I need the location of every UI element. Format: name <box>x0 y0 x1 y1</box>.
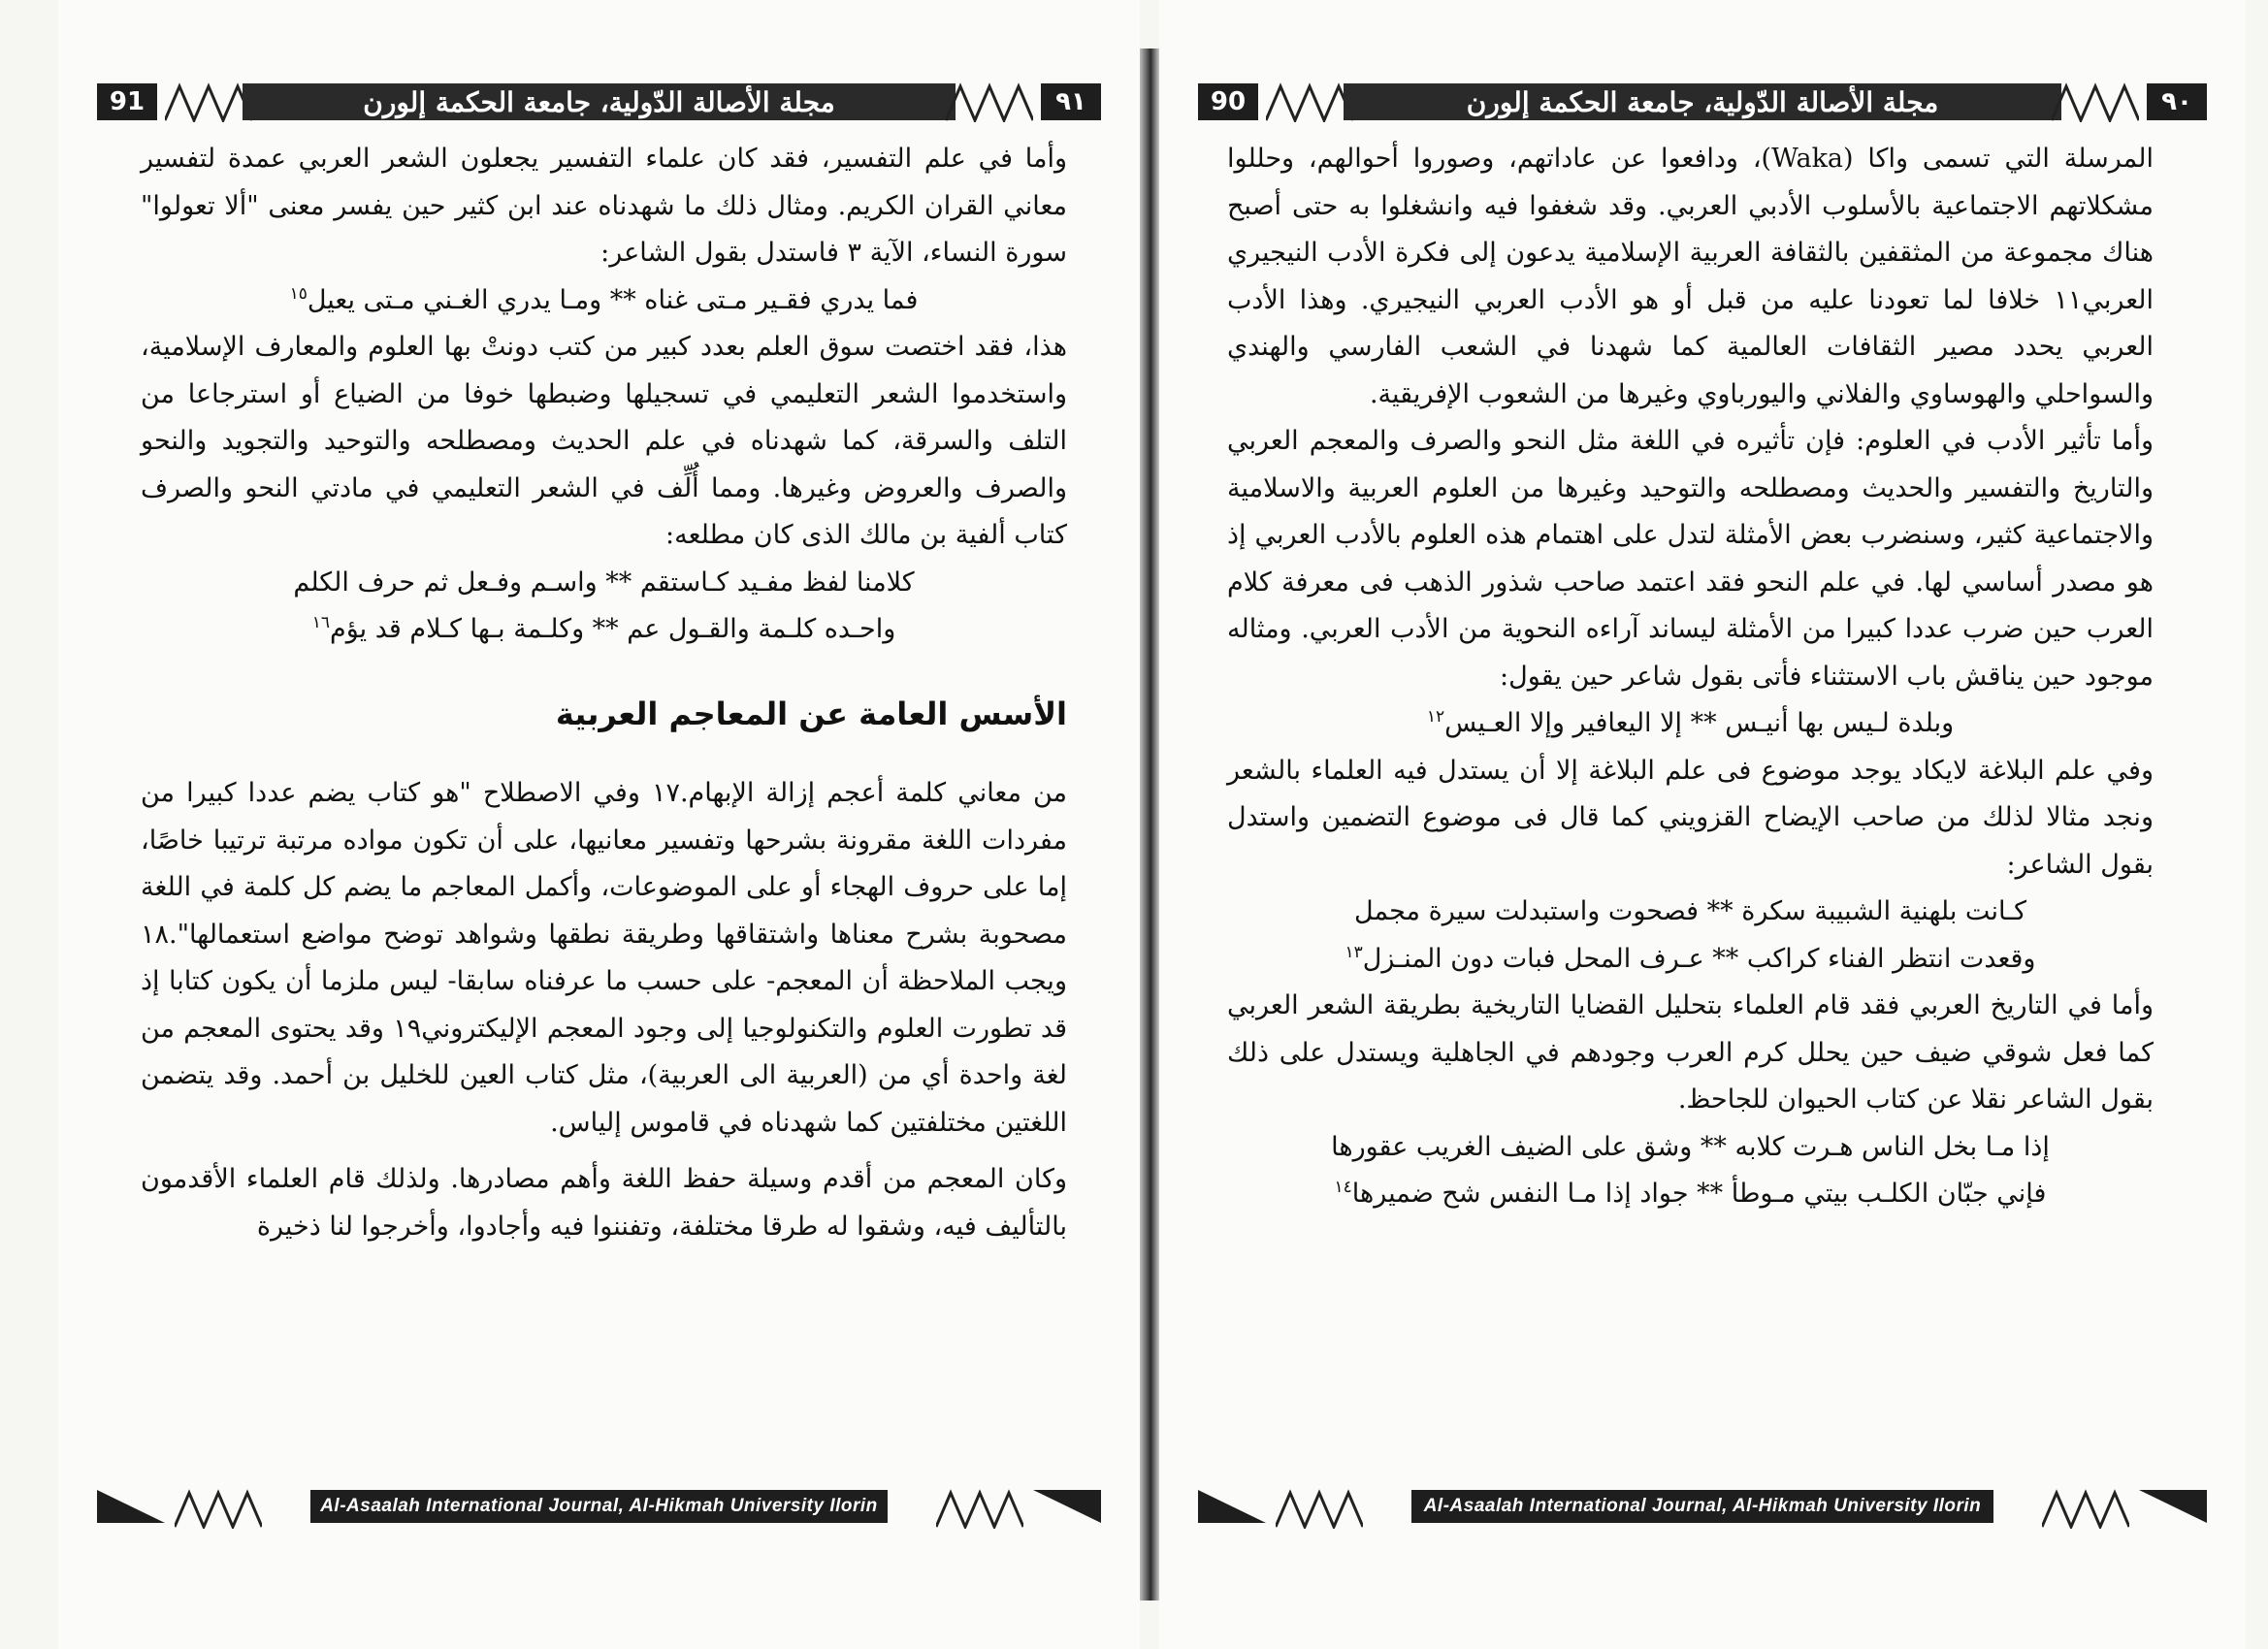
footnote-ref: ١٢ <box>1426 707 1445 727</box>
zigzag-ornament-icon <box>165 81 252 122</box>
page-number-latin: 91 <box>97 83 157 120</box>
poem-verse: واحـده كلـمة والقـول عم ** وكلـمة بـها كـلام قد يؤم$^{١٦}$ <box>311 613 896 644</box>
paragraph: وأما في علم التفسير، فقد كان علماء التفسير يجعلون الشعر العربي عمدة لتفسير معاني القران الكريم. ومثال ذلك ما شهدناه عند ابن كثير حين يفسر معنى "ألا تعولوا" سورة النساء، الآية ٣ فاستدل بقول الشاعر: <box>141 144 1067 268</box>
footer-ornament-icon <box>97 1490 165 1523</box>
page-number-arabic: ٩١ <box>1041 83 1101 120</box>
poem-verse: كلامنا لفظ مفـيد كـاستقم ** واسـم وفـعل ثم حرف الكلم <box>293 566 915 598</box>
footnote-ref: ١٥ <box>289 283 308 304</box>
zigzag-ornament-icon <box>936 1488 1023 1529</box>
book-gutter <box>1140 48 1159 1600</box>
left-page <box>58 0 1140 1649</box>
paragraph: هذا، فقد اختصت سوق العلم بعدد كبير من كتب دونتْ بها العلوم والمعارف الإسلامية، واستخدموا الشعر التعليمي في تسجيلها وضبطها خوفا من الضياع أو استرجاعا من التلف والسرقة، كما شهدناه في علم الحديث ومصطلحه والتوحيد والتجويد والنحو والصرف والعروض وغيرها. ومما أُلِّف في الشعر التعليمي في مادتي النحو والصرف كتاب ألفية بن مالك الذى كان مطلعه: <box>141 332 1067 550</box>
paragraph: وأما في التاريخ العربي فقد قام العلماء بتحليل القضايا التاريخية بطريقة الشعر العربي كما فعل شوقي ضيف حين يحلل كرم العرب وجودهم في الجاهلية ويستدل على ذلك بقول الشاعر نقلا عن كتاب الحيوان للجاحظ. <box>1227 990 2154 1115</box>
poem-verse: وبلدة لـيس بها أنيـس ** إلا اليعافير وإلا العـيس$^{١٢}$ <box>1426 707 1955 738</box>
footnote-ref: ١٣ <box>1345 942 1363 962</box>
poem-verse: وقعدت انتظر الفناء كراكب ** عـرف المحل فبات دون المنـزل$^{١٣}$ <box>1345 942 2036 974</box>
poem-verse: فما يدري فقـير مـتى غناه ** ومـا يدري الغـني مـتى يعيل$^{١٥}$ <box>289 283 919 315</box>
zigzag-ornament-icon <box>1276 1488 1363 1529</box>
zigzag-ornament-icon <box>1266 81 1353 122</box>
page-number-arabic: ٩٠ <box>2147 83 2207 120</box>
zigzag-ornament-icon <box>2052 81 2139 122</box>
footer-journal-bar: Al-Asaalah International Journal, Al-Hikmah University Ilorin <box>1411 1490 1993 1523</box>
poem-verse: فإني جبّان الكلـب بيتي مـوطأ ** جواد إذا مـا النفس شح ضميرها$^{١٤}$ <box>1334 1178 2047 1209</box>
left-page-footer <box>97 1484 1101 1531</box>
paragraph: المرسلة التي تسمى واكا (Waka)، ودافعوا عن عاداتهم، وصوروا أحوالهم، وحللوا مشكلاتهم الاجتماعية بالأسلوب الأدبي العربي. وقد شغفوا فيه وانشغلوا به حتى أصبح هناك مجموعة من المثقفين بالثقافة العربية الإسلامية يدعون إلى فكرة الأدب النيجيري العربي١١ خلافا لما تعودنا عليه من قبل أو هو الأدب العربي النيجيري. وهذا الأدب العربي يحدد مصير الثقافات العالمية كما شهدنا في الشعب الفارسي والهندي والسواحلي والهوساوي والفلاني واليورباوي وغيرها من الشعوب الإفريقية. <box>1227 144 2154 409</box>
paragraph: من معاني كلمة أعجم إزالة الإبهام.١٧ وفي الاصطلاح "هو كتاب يضم عددا كبيرا من مفردات اللغة مقرونة بشرحها وتفسير معانيها، على أن تكون مواده مرتبة ترتيبا خاصًا، إما على حروف الهجاء أو على الموضوعات، وأكمل المعاجم ما يضم كل كلمة في اللغة مصحوبة بشرح معناها واشتقاقها وطريقة نطقها وشواهد توضح مواضع استعمالها".١٨ ويجب الملاحظة أن المعجم- على حسب ما عرفناه سابقا- ليس ملزما أن يكون كتابا إذ قد تطورت العلوم والتكنولوجيا إلى وجود المعجم الإليكتروني١٩ وقد يحتوى المعجم من لغة واحدة أي من (العربية الى العربية)، مثل كتاب العين للخليل بن أحمد. وقد يتضمن اللغتين مختلفتين كما شهدناه في قاموس إلياس. <box>141 778 1067 1138</box>
poem-verse: إذا مـا بخل الناس هـرت كلابه ** وشق على الضيف الغريب عقورها <box>1331 1131 2050 1162</box>
right-page-header <box>1198 80 2207 126</box>
zigzag-ornament-icon <box>946 81 1033 122</box>
footnote-ref: ١٦ <box>311 613 330 632</box>
section-heading: الأسس العامة عن المعاجم العربية <box>555 695 1067 732</box>
zigzag-ornament-icon <box>175 1488 262 1529</box>
right-page-body <box>1227 136 2154 1218</box>
poem-verse: كـانت بلهنية الشبيبة سكرة ** فصحوت واستبدلت سيرة مجمل <box>1354 896 2026 926</box>
footnote-ref: ١٤ <box>1334 1178 1352 1197</box>
right-page <box>1159 0 2246 1649</box>
journal-title-bar: مجلة الأصالة الدّولية، جامعة الحكمة إلورن <box>1344 83 2061 120</box>
zigzag-ornament-icon <box>2042 1488 2129 1529</box>
paragraph: وكان المعجم من أقدم وسيلة حفظ اللغة وأهم مصادرها. ولذلك قام العلماء الأقدمون بالتأليف فيه، وشقوا له طرقا مختلفة، وتفننوا فيه وأجادوا، وأخرجوا لنا ذخيرة <box>141 1164 1067 1242</box>
footer-journal-bar: Al-Asaalah International Journal, Al-Hikmah University Ilorin <box>310 1490 888 1523</box>
page-number-latin: 90 <box>1198 83 1258 120</box>
footer-ornament-icon <box>2139 1490 2207 1523</box>
left-page-header <box>97 80 1101 126</box>
footer-ornament-icon <box>1198 1490 1266 1523</box>
left-page-body <box>141 136 1067 1250</box>
footer-ornament-icon <box>1033 1490 1101 1523</box>
right-page-footer <box>1198 1484 2207 1531</box>
paragraph: وأما تأثير الأدب في العلوم: فإن تأثيره في اللغة مثل النحو والصرف والمعجم العربي والتاريخ والتفسير والحديث ومصطلحه والتوحيد وغيرها من العلوم العربية والاسلامية والاجتماعية كثير، وسنضرب بعض الأمثلة لتدل على اهتمام هذه العلوم بالأدب العربي إذ هو مصدر أساسي لها. في علم النحو فقد اعتمد صاحب شذور الذهب فى معرفة كلام العرب حين ضرب عددا كبيرا من الأمثلة ليساند آراءه النحوية من الأدب العربي. ومثاله موجود حين يناقش باب الاستثناء فأتى بقول شاعر حين يقول: <box>1227 426 2154 692</box>
journal-title-bar: مجلة الأصالة الدّولية، جامعة الحكمة إلورن <box>243 83 956 120</box>
paragraph: وفي علم البلاغة لايكاد يوجد موضوع فى علم البلاغة إلا أن يستدل فيه العلماء بالشعر ونجد مثالا لذلك من صاحب الإيضاح القزويني كما قال فى موضوع التضمين واستدل بقول الشاعر: <box>1227 755 2154 880</box>
